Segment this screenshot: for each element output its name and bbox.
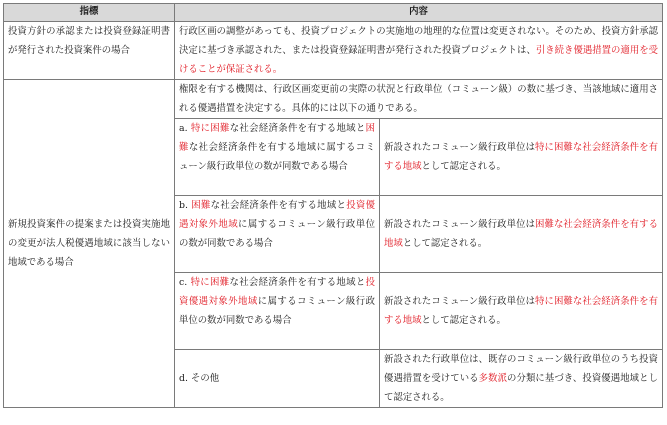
case-a-condition — [175, 119, 380, 196]
header-indicator: 指標 — [4, 4, 175, 22]
highlight-text: 特に困難 — [190, 123, 230, 134]
row2-indicator: 新規投資案件の提案または投資実施地の変更が法人税優遇地域に該当しない地域である場合 — [4, 80, 175, 408]
body-text: 新設されたコミューン級行政単位は — [384, 219, 536, 230]
case-d-condition — [175, 350, 380, 408]
body-text: に属するコミューン級行政単位の数が同数である場合 — [179, 296, 375, 326]
table-row — [4, 22, 663, 80]
body-text: 新設された行政単位は、既存のコミューン級行政単位のうち投資優遇措置を受けている — [384, 354, 658, 384]
body-text: c. — [179, 277, 191, 288]
body-text: 新設されたコミューン級行政単位は — [384, 142, 536, 153]
body-text: な社会経済条件を有する地域と — [229, 123, 366, 134]
case-d-result — [380, 350, 663, 408]
header-row — [4, 4, 663, 22]
body-text: に属するコミューン級行政単位の数が同数である場合 — [179, 219, 375, 249]
body-text: な社会経済条件を有する地域と — [210, 200, 347, 211]
highlight-text: 特に困難な社会経済条件を有する地域 — [384, 296, 658, 326]
row1-content — [175, 22, 663, 80]
comparison-table — [3, 3, 663, 408]
body-text: として認定される。 — [421, 161, 506, 172]
row1-indicator: 投資方針の承認または投資登録証明書が発行された投資案件の場合 — [4, 22, 175, 80]
highlight-text: 困難 — [191, 200, 211, 211]
case-b-result — [380, 196, 663, 273]
highlight-text: 特に困難な社会経済条件を有する地域 — [384, 142, 658, 172]
body-text: な社会経済条件を有する地域と — [229, 277, 366, 288]
highlight-text: 困難な社会経済条件を有する地域 — [384, 219, 658, 249]
body-text: として認定される。 — [402, 238, 488, 249]
case-c-result — [380, 273, 663, 350]
row1-content-text: 行政区画の調整があっても、投資プロジェクトの実施地の地理的な位置は変更されない。そのため、投資方針承認決定に基づき承認された、または投資登録証明書が発行された投資プロジェクトは、 — [179, 26, 658, 56]
row2-intro: 権限を有する機関は、行政区画変更前の実際の状況と行政単位（コミューン級）の数に基づき、当該地域に適用される優遇措置を決定する。具体的には以下の通りである。 — [175, 80, 663, 119]
body-text: a. — [179, 123, 191, 134]
body-text: として認定される。 — [421, 315, 506, 326]
highlight-text: 特に困難 — [190, 277, 230, 288]
highlight-text: 投資優遇対象外地域 — [179, 200, 375, 230]
case-b-condition — [175, 196, 380, 273]
highlight-text: 困難 — [179, 123, 375, 153]
body-text: の分類に基づき、投資優遇地域として認定される。 — [384, 373, 658, 403]
case-c-condition — [175, 273, 380, 350]
header-content: 内容 — [175, 4, 663, 22]
case-a-result — [380, 119, 663, 196]
body-text: b. — [179, 200, 192, 211]
body-text: 新設されたコミューン級行政単位は — [384, 296, 536, 307]
row1-content-highlight: 引き続き優遇措置の適用を受けることが保証される。 — [179, 45, 658, 75]
table-row — [4, 80, 663, 119]
body-text: な社会経済条件を有する地域に属するコミューン級行政単位の数が同数である場合 — [179, 142, 375, 172]
body-text: d. その他 — [179, 373, 220, 384]
highlight-text: 多数派 — [478, 373, 508, 384]
highlight-text: 投資優遇対象外地域 — [179, 277, 375, 307]
